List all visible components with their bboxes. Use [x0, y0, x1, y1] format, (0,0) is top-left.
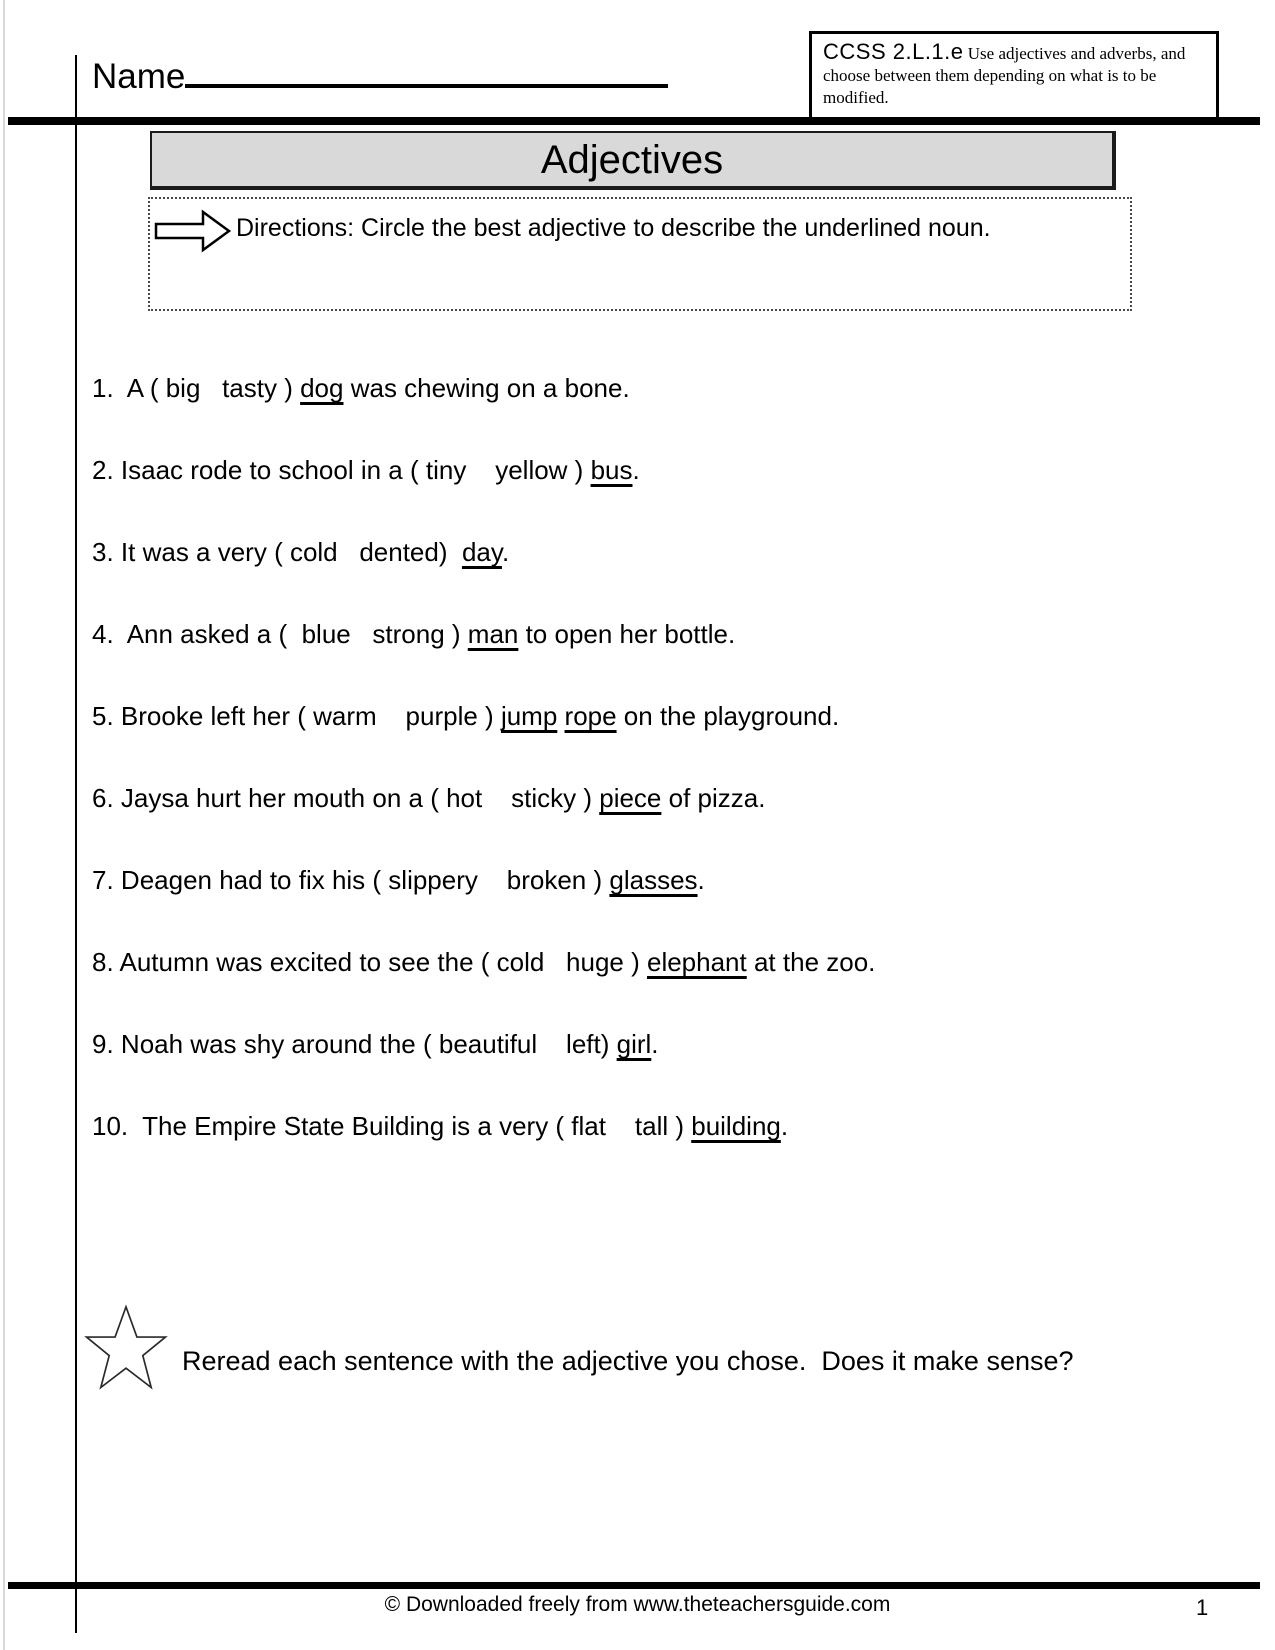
sentence-text: Deagen had to fix his ( slippery broken ): [113, 865, 610, 895]
reread-note-row: [84, 1304, 1204, 1404]
reread-note-text: Reread each sentence with the adjective you chose. Does it make sense?: [182, 1346, 1074, 1376]
name-blank-line[interactable]: [185, 44, 668, 88]
underlined-noun[interactable]: jump: [500, 701, 558, 731]
footer-credit: © Downloaded freely from www.theteachersguide.com: [384, 1593, 891, 1616]
sentence-text: A ( big tasty ): [113, 373, 301, 403]
sentence-row: [92, 863, 1202, 897]
footer-divider-rule: [8, 1582, 1260, 1589]
sentence-text: Isaac rode to school in a ( tiny yellow ): [113, 455, 591, 485]
underlined-noun[interactable]: piece: [599, 783, 662, 813]
sentence-number: 6.: [92, 783, 114, 813]
page-number: 1: [1196, 1595, 1209, 1620]
sentence-text: of pizza.: [661, 783, 766, 813]
underlined-noun[interactable]: building: [691, 1111, 781, 1141]
arrow-right-icon: [154, 209, 232, 258]
sentence-row: [92, 617, 1202, 651]
sentence-row: [92, 371, 1202, 405]
sentence-number: 1.: [92, 373, 114, 403]
sentence-text: It was a very ( cold dented): [113, 537, 462, 567]
sentence-number: 10.: [92, 1111, 129, 1141]
sentence-text: was chewing on a bone.: [343, 373, 630, 403]
page-title: Adjectives: [540, 138, 724, 182]
sentence-text: Ann asked a ( blue strong ): [113, 619, 468, 649]
header-divider-rule: [8, 117, 1260, 125]
sentence-row: [92, 453, 1202, 487]
page-edge-line: [3, 0, 5, 1650]
underlined-noun[interactable]: rope: [564, 701, 617, 731]
sentence-number: 3.: [92, 537, 114, 567]
sentence-text: Brooke left her ( warm purple ): [113, 701, 501, 731]
sentence-text: .: [632, 455, 640, 485]
sentence-text: at the zoo.: [746, 947, 876, 977]
sentence-text: .: [651, 1029, 659, 1059]
sentence-text: .: [780, 1111, 789, 1141]
underlined-noun[interactable]: elephant: [646, 947, 747, 977]
underlined-noun[interactable]: day: [461, 537, 502, 567]
ccss-standard-box: [809, 31, 1219, 122]
sentence-text: [557, 701, 564, 731]
sentence-number: 9.: [92, 1029, 114, 1059]
notebook-margin-line: [75, 55, 77, 1633]
sentence-row: [92, 699, 1202, 733]
sentence-row: [92, 1109, 1202, 1143]
sentence-row: [92, 1027, 1202, 1061]
sentence-number: 7.: [92, 865, 114, 895]
underlined-noun[interactable]: glasses: [609, 865, 698, 895]
directions-text: Directions: Circle the best adjective to describe the underlined noun.: [236, 214, 991, 242]
sentence-text: .: [501, 537, 510, 567]
sentence-text: .: [697, 865, 705, 895]
worksheet-title-bar: [150, 131, 1116, 190]
sentence-text: on the playground.: [616, 701, 840, 731]
ccss-description: Use adjectives and adverbs, and choose between them depending on what is to be modified.: [823, 44, 1186, 107]
underlined-noun[interactable]: girl: [616, 1029, 652, 1059]
sentence-text: The Empire State Building is a very ( flat tall ): [128, 1111, 692, 1141]
underlined-noun[interactable]: man: [467, 619, 519, 649]
sentence-row: [92, 781, 1202, 815]
sentence-row: [92, 945, 1202, 979]
sentence-number: 2.: [92, 455, 114, 485]
underlined-noun[interactable]: dog: [300, 373, 344, 403]
directions-box: [148, 197, 1132, 311]
underlined-noun[interactable]: bus: [590, 455, 633, 485]
sentence-number: 5.: [92, 701, 114, 731]
sentence-text: Autumn was excited to see the ( cold huge ): [113, 947, 647, 977]
star-icon: [84, 1304, 168, 1397]
sentence-text: Noah was shy around the ( beautiful left): [113, 1029, 617, 1059]
sentence-text: Jaysa hurt her mouth on a ( hot sticky ): [113, 783, 600, 813]
sentence-list: [92, 371, 1202, 1191]
sentence-number: 4.: [92, 619, 114, 649]
name-row: [92, 44, 668, 97]
sentence-number: 8.: [92, 947, 114, 977]
name-label: Name: [92, 57, 186, 96]
ccss-code: CCSS 2.L.1.e: [823, 39, 964, 64]
sentence-row: [92, 535, 1202, 569]
sentence-text: to open her bottle.: [518, 619, 736, 649]
